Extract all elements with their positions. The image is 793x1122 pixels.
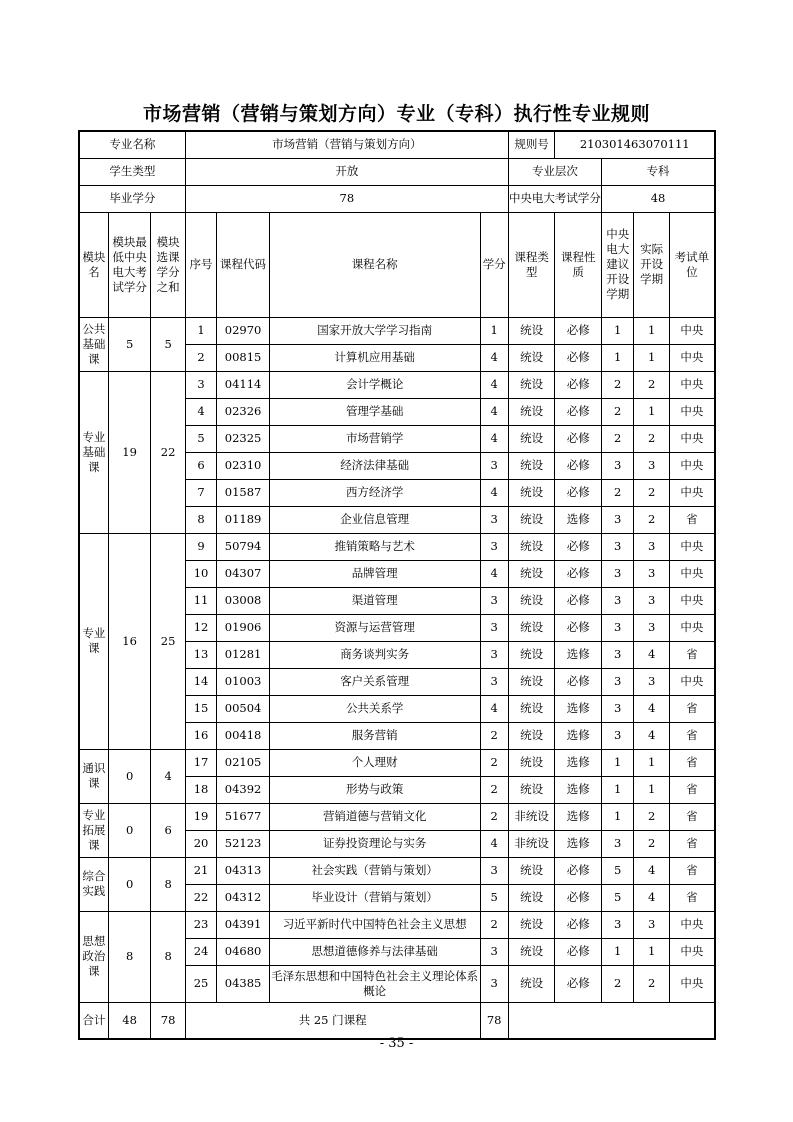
course-suggested-term: 1	[602, 938, 634, 965]
course-name: 资源与运营管理	[269, 614, 480, 641]
course-type: 统设	[508, 884, 555, 911]
course-suggested-term: 3	[602, 506, 634, 533]
course-exam-unit: 中央	[669, 317, 715, 344]
course-seq: 11	[185, 587, 216, 614]
course-type: 非统设	[508, 830, 555, 857]
course-seq: 1	[185, 317, 216, 344]
course-seq: 7	[185, 479, 216, 506]
course-exam-unit: 中央	[669, 668, 715, 695]
course-seq: 9	[185, 533, 216, 560]
course-code: 04313	[217, 857, 270, 884]
course-suggested-term: 3	[602, 695, 634, 722]
course-code: 01189	[217, 506, 270, 533]
course-suggested-term: 2	[602, 965, 634, 1002]
grad-credits-label: 毕业学分	[79, 185, 185, 212]
course-exam-unit: 省	[669, 506, 715, 533]
course-code: 04391	[217, 911, 270, 938]
module-name: 专业基础课	[79, 371, 108, 533]
course-name: 推销策略与艺术	[269, 533, 480, 560]
course-suggested-term: 3	[602, 830, 634, 857]
course-code: 01281	[217, 641, 270, 668]
course-suggested-term: 3	[602, 722, 634, 749]
module-min-central: 0	[108, 857, 151, 911]
course-name: 计算机应用基础	[269, 344, 480, 371]
central-exam-label: 中央电大考试学分	[508, 185, 601, 212]
course-nature: 选修	[555, 749, 602, 776]
course-nature: 选修	[555, 830, 602, 857]
course-name: 企业信息管理	[269, 506, 480, 533]
course-actual-term: 1	[634, 938, 669, 965]
course-suggested-term: 3	[602, 614, 634, 641]
course-seq: 2	[185, 344, 216, 371]
course-suggested-term: 5	[602, 857, 634, 884]
course-type: 统设	[508, 965, 555, 1002]
course-actual-term: 3	[634, 533, 669, 560]
course-type: 统设	[508, 695, 555, 722]
course-seq: 14	[185, 668, 216, 695]
course-actual-term: 2	[634, 371, 669, 398]
module-name: 通识课	[79, 749, 108, 803]
course-nature: 选修	[555, 722, 602, 749]
course-credit: 3	[480, 857, 508, 884]
course-credit: 3	[480, 614, 508, 641]
course-actual-term: 2	[634, 425, 669, 452]
module-elective-sum: 25	[151, 533, 185, 749]
course-seq: 18	[185, 776, 216, 803]
info-row	[79, 131, 715, 158]
course-actual-term: 4	[634, 884, 669, 911]
course-exam-unit: 中央	[669, 425, 715, 452]
rules-table-body	[79, 131, 715, 1039]
course-code: 04680	[217, 938, 270, 965]
course-actual-term: 4	[634, 695, 669, 722]
course-actual-term: 2	[634, 965, 669, 1002]
module-elective-sum: 8	[151, 857, 185, 911]
course-type: 统设	[508, 614, 555, 641]
course-type: 统设	[508, 857, 555, 884]
course-credit: 3	[480, 641, 508, 668]
course-name: 形势与政策	[269, 776, 480, 803]
header-course-name: 课程名称	[269, 212, 480, 317]
course-nature: 必修	[555, 344, 602, 371]
course-exam-unit: 中央	[669, 965, 715, 1002]
module-elective-sum: 8	[151, 911, 185, 1002]
course-seq: 24	[185, 938, 216, 965]
course-name: 营销道德与营销文化	[269, 803, 480, 830]
course-name: 毛泽东思想和中国特色社会主义理论体系概论	[269, 965, 480, 1002]
course-suggested-term: 1	[602, 776, 634, 803]
course-name: 社会实践（营销与策划）	[269, 857, 480, 884]
course-credit: 4	[480, 560, 508, 587]
course-actual-term: 3	[634, 911, 669, 938]
course-code: 02325	[217, 425, 270, 452]
course-nature: 选修	[555, 641, 602, 668]
course-type: 统设	[508, 776, 555, 803]
course-code: 01587	[217, 479, 270, 506]
header-seq: 序号	[185, 212, 216, 317]
table-row	[79, 803, 715, 830]
header-credit: 学分	[480, 212, 508, 317]
course-code: 04392	[217, 776, 270, 803]
header-elective-sum: 模块选课学分之和	[151, 212, 185, 317]
course-exam-unit: 中央	[669, 560, 715, 587]
course-code: 01906	[217, 614, 270, 641]
module-min-central: 5	[108, 317, 151, 371]
course-name: 经济法律基础	[269, 452, 480, 479]
course-suggested-term: 3	[602, 533, 634, 560]
course-credit: 1	[480, 317, 508, 344]
course-seq: 10	[185, 560, 216, 587]
course-name: 客户关系管理	[269, 668, 480, 695]
module-elective-sum: 4	[151, 749, 185, 803]
course-nature: 必修	[555, 560, 602, 587]
course-type: 统设	[508, 911, 555, 938]
info-row	[79, 158, 715, 185]
total-min-central: 48	[108, 1002, 151, 1039]
module-name: 思想政治课	[79, 911, 108, 1002]
course-exam-unit: 省	[669, 722, 715, 749]
course-code: 52123	[217, 830, 270, 857]
module-min-central: 8	[108, 911, 151, 1002]
course-code: 02105	[217, 749, 270, 776]
course-nature: 必修	[555, 857, 602, 884]
course-code: 01003	[217, 668, 270, 695]
course-code: 02970	[217, 317, 270, 344]
course-code: 03008	[217, 587, 270, 614]
course-name: 管理学基础	[269, 398, 480, 425]
module-name: 专业课	[79, 533, 108, 749]
course-exam-unit: 中央	[669, 344, 715, 371]
course-exam-unit: 省	[669, 749, 715, 776]
course-suggested-term: 1	[602, 749, 634, 776]
central-exam-value: 48	[602, 185, 715, 212]
module-name: 综合实践	[79, 857, 108, 911]
course-code: 04312	[217, 884, 270, 911]
course-nature: 必修	[555, 614, 602, 641]
total-elective-sum: 78	[151, 1002, 185, 1039]
course-type: 统设	[508, 479, 555, 506]
course-type: 统设	[508, 587, 555, 614]
course-exam-unit: 省	[669, 830, 715, 857]
course-type: 统设	[508, 668, 555, 695]
course-suggested-term: 5	[602, 884, 634, 911]
course-seq: 6	[185, 452, 216, 479]
total-row	[79, 1002, 715, 1039]
course-seq: 22	[185, 884, 216, 911]
page-number: - 35 -	[379, 1036, 414, 1051]
course-nature: 必修	[555, 884, 602, 911]
course-credit: 4	[480, 344, 508, 371]
course-nature: 选修	[555, 695, 602, 722]
course-actual-term: 2	[634, 479, 669, 506]
total-course-count: 共 25 门课程	[185, 1002, 480, 1039]
course-exam-unit: 中央	[669, 452, 715, 479]
course-nature: 必修	[555, 479, 602, 506]
course-type: 统设	[508, 506, 555, 533]
course-suggested-term: 3	[602, 911, 634, 938]
course-credit: 4	[480, 479, 508, 506]
course-name: 证券投资理论与实务	[269, 830, 480, 857]
course-type: 统设	[508, 371, 555, 398]
course-seq: 16	[185, 722, 216, 749]
course-name: 渠道管理	[269, 587, 480, 614]
course-code: 51677	[217, 803, 270, 830]
course-exam-unit: 省	[669, 776, 715, 803]
module-elective-sum: 22	[151, 371, 185, 533]
course-credit: 4	[480, 398, 508, 425]
course-actual-term: 3	[634, 668, 669, 695]
course-exam-unit: 省	[669, 695, 715, 722]
header-row	[79, 212, 715, 317]
course-seq: 25	[185, 965, 216, 1002]
course-nature: 必修	[555, 425, 602, 452]
course-code: 00418	[217, 722, 270, 749]
course-exam-unit: 中央	[669, 371, 715, 398]
level-label: 专业层次	[508, 158, 601, 185]
course-credit: 3	[480, 452, 508, 479]
table-row	[79, 533, 715, 560]
total-credit: 78	[480, 1002, 508, 1039]
course-actual-term: 1	[634, 344, 669, 371]
course-suggested-term: 3	[602, 641, 634, 668]
major-name-value: 市场营销（营销与策划方向）	[185, 131, 508, 158]
course-nature: 选修	[555, 776, 602, 803]
course-suggested-term: 1	[602, 344, 634, 371]
course-credit: 2	[480, 749, 508, 776]
course-exam-unit: 省	[669, 803, 715, 830]
course-credit: 5	[480, 884, 508, 911]
course-nature: 必修	[555, 317, 602, 344]
course-suggested-term: 3	[602, 560, 634, 587]
course-actual-term: 4	[634, 857, 669, 884]
header-course-type: 课程类型	[508, 212, 555, 317]
course-seq: 3	[185, 371, 216, 398]
course-actual-term: 1	[634, 317, 669, 344]
course-code: 02326	[217, 398, 270, 425]
course-nature: 必修	[555, 371, 602, 398]
rules-table	[78, 130, 716, 1040]
header-suggested-term: 中央电大建议开设学期	[602, 212, 634, 317]
module-name: 公共基础课	[79, 317, 108, 371]
course-type: 统设	[508, 722, 555, 749]
course-seq: 13	[185, 641, 216, 668]
course-suggested-term: 2	[602, 425, 634, 452]
course-exam-unit: 中央	[669, 938, 715, 965]
course-exam-unit: 中央	[669, 533, 715, 560]
course-name: 公共关系学	[269, 695, 480, 722]
course-exam-unit: 中央	[669, 398, 715, 425]
course-credit: 3	[480, 668, 508, 695]
course-nature: 必修	[555, 587, 602, 614]
header-code: 课程代码	[217, 212, 270, 317]
page-title: 市场营销（营销与策划方向）专业（专科）执行性专业规则	[142, 103, 650, 125]
course-name: 会计学概论	[269, 371, 480, 398]
course-seq: 12	[185, 614, 216, 641]
course-exam-unit: 省	[669, 884, 715, 911]
course-credit: 4	[480, 371, 508, 398]
course-actual-term: 1	[634, 776, 669, 803]
course-nature: 必修	[555, 965, 602, 1002]
course-exam-unit: 中央	[669, 614, 715, 641]
course-name: 服务营销	[269, 722, 480, 749]
course-exam-unit: 省	[669, 641, 715, 668]
course-actual-term: 3	[634, 614, 669, 641]
module-min-central: 0	[108, 803, 151, 857]
grad-credits-value: 78	[185, 185, 508, 212]
course-code: 04114	[217, 371, 270, 398]
course-type: 统设	[508, 641, 555, 668]
course-credit: 3	[480, 965, 508, 1002]
course-seq: 15	[185, 695, 216, 722]
course-code: 02310	[217, 452, 270, 479]
course-seq: 19	[185, 803, 216, 830]
info-row	[79, 185, 715, 212]
course-name: 西方经济学	[269, 479, 480, 506]
course-suggested-term: 3	[602, 452, 634, 479]
course-seq: 17	[185, 749, 216, 776]
course-actual-term: 3	[634, 452, 669, 479]
course-code: 04385	[217, 965, 270, 1002]
course-credit: 2	[480, 803, 508, 830]
course-credit: 4	[480, 695, 508, 722]
total-label: 合计	[79, 1002, 108, 1039]
course-type: 统设	[508, 344, 555, 371]
course-nature: 必修	[555, 938, 602, 965]
module-name: 专业拓展课	[79, 803, 108, 857]
course-actual-term: 2	[634, 803, 669, 830]
course-credit: 2	[480, 722, 508, 749]
course-name: 习近平新时代中国特色社会主义思想	[269, 911, 480, 938]
course-credit: 3	[480, 587, 508, 614]
course-suggested-term: 1	[602, 803, 634, 830]
course-name: 个人理财	[269, 749, 480, 776]
course-suggested-term: 2	[602, 371, 634, 398]
course-actual-term: 2	[634, 830, 669, 857]
module-min-central: 19	[108, 371, 151, 533]
course-type: 统设	[508, 560, 555, 587]
rule-no-label: 规则号	[508, 131, 555, 158]
course-type: 统设	[508, 425, 555, 452]
course-nature: 必修	[555, 668, 602, 695]
course-type: 非统设	[508, 803, 555, 830]
table-row	[79, 749, 715, 776]
course-exam-unit: 中央	[669, 911, 715, 938]
course-actual-term: 3	[634, 587, 669, 614]
header-actual-term: 实际开设学期	[634, 212, 669, 317]
course-type: 统设	[508, 749, 555, 776]
course-type: 统设	[508, 317, 555, 344]
course-credit: 3	[480, 533, 508, 560]
course-actual-term: 1	[634, 398, 669, 425]
course-seq: 4	[185, 398, 216, 425]
course-type: 统设	[508, 398, 555, 425]
course-seq: 8	[185, 506, 216, 533]
major-name-label: 专业名称	[79, 131, 185, 158]
course-suggested-term: 3	[602, 587, 634, 614]
course-code: 00504	[217, 695, 270, 722]
course-credit: 3	[480, 506, 508, 533]
table-row	[79, 317, 715, 344]
table-row	[79, 911, 715, 938]
course-actual-term: 2	[634, 506, 669, 533]
total-blank	[508, 1002, 715, 1039]
course-actual-term: 4	[634, 722, 669, 749]
course-suggested-term: 3	[602, 668, 634, 695]
student-type-value: 开放	[185, 158, 508, 185]
course-exam-unit: 中央	[669, 479, 715, 506]
module-elective-sum: 5	[151, 317, 185, 371]
header-exam-unit: 考试单位	[669, 212, 715, 317]
course-actual-term: 4	[634, 641, 669, 668]
course-exam-unit: 省	[669, 857, 715, 884]
course-actual-term: 3	[634, 560, 669, 587]
course-exam-unit: 中央	[669, 587, 715, 614]
course-nature: 必修	[555, 452, 602, 479]
course-seq: 20	[185, 830, 216, 857]
course-seq: 21	[185, 857, 216, 884]
rule-no-value: 210301463070111	[555, 131, 715, 158]
course-credit: 2	[480, 911, 508, 938]
course-credit: 4	[480, 830, 508, 857]
table-row	[79, 371, 715, 398]
course-nature: 必修	[555, 533, 602, 560]
course-credit: 2	[480, 776, 508, 803]
course-name: 毕业设计（营销与策划）	[269, 884, 480, 911]
course-code: 04307	[217, 560, 270, 587]
table-row	[79, 857, 715, 884]
course-seq: 23	[185, 911, 216, 938]
header-module: 模块名	[79, 212, 108, 317]
course-suggested-term: 2	[602, 398, 634, 425]
course-credit: 4	[480, 425, 508, 452]
course-seq: 5	[185, 425, 216, 452]
course-nature: 必修	[555, 398, 602, 425]
course-type: 统设	[508, 533, 555, 560]
level-value: 专科	[602, 158, 715, 185]
course-actual-term: 1	[634, 749, 669, 776]
course-name: 思想道德修养与法律基础	[269, 938, 480, 965]
course-suggested-term: 2	[602, 479, 634, 506]
module-min-central: 0	[108, 749, 151, 803]
header-course-nature: 课程性质	[555, 212, 602, 317]
course-suggested-term: 1	[602, 317, 634, 344]
student-type-label: 学生类型	[79, 158, 185, 185]
header-min-central: 模块最低中央电大考试学分	[108, 212, 151, 317]
course-nature: 选修	[555, 506, 602, 533]
course-name: 市场营销学	[269, 425, 480, 452]
course-type: 统设	[508, 452, 555, 479]
module-elective-sum: 6	[151, 803, 185, 857]
course-nature: 必修	[555, 911, 602, 938]
course-code: 00815	[217, 344, 270, 371]
course-type: 统设	[508, 938, 555, 965]
course-name: 商务谈判实务	[269, 641, 480, 668]
module-min-central: 16	[108, 533, 151, 749]
course-nature: 选修	[555, 803, 602, 830]
course-name: 国家开放大学学习指南	[269, 317, 480, 344]
course-credit: 3	[480, 938, 508, 965]
course-code: 50794	[217, 533, 270, 560]
course-name: 品牌管理	[269, 560, 480, 587]
